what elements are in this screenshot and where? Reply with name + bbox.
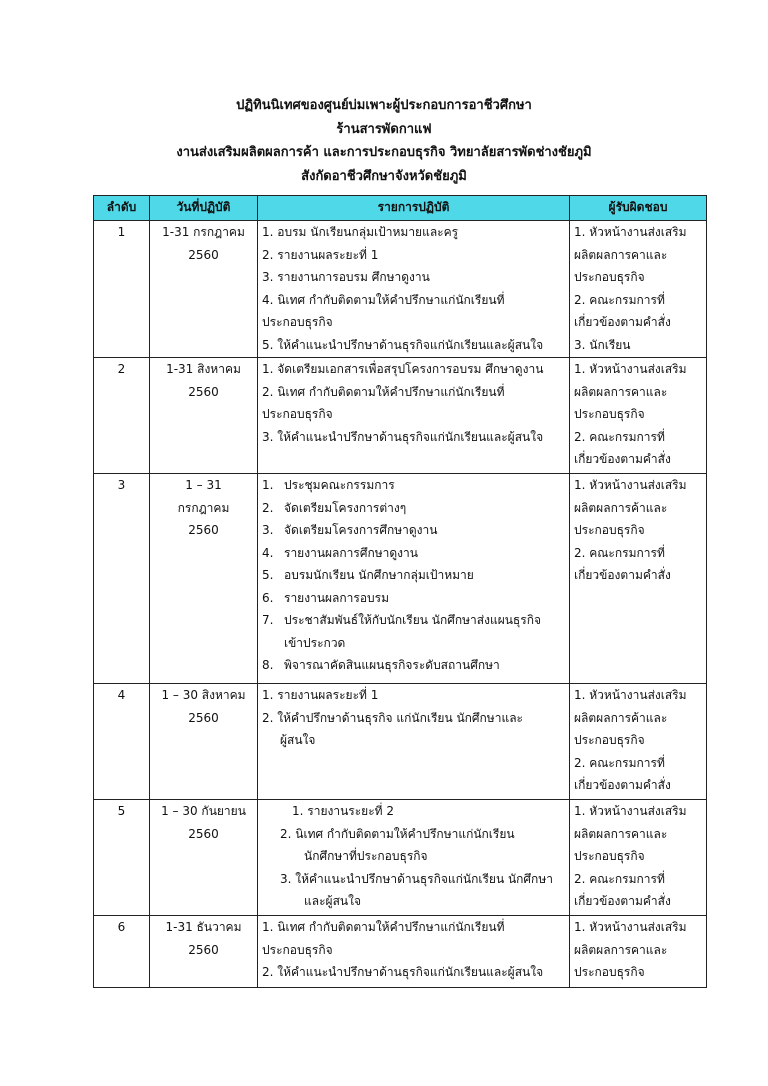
date-line: 1 – 31 <box>185 478 222 492</box>
date-line: กรกฎาคม <box>177 500 230 515</box>
responsible-line: ประกอบธุรกิจ <box>574 965 645 979</box>
activity-text: เข้าประกวด <box>284 635 346 650</box>
activity-line: 2. ให้คำแนะนำปรึกษาด้านธุรกิจแก่นักเรียนและผู้สนใจ <box>262 965 544 979</box>
activity-number: 2. <box>262 500 274 515</box>
responsible-line: 2. คณะกรมการที่ <box>574 545 665 560</box>
activity-line: 1. จัดเตรียมเอกสารเพื่อสรุปโครงการอบรม ศึกษาดูงาน <box>262 362 544 376</box>
row-no: 3 <box>94 474 150 684</box>
activity-line <box>262 609 565 632</box>
activity-line <box>262 564 565 587</box>
table-row <box>94 358 707 474</box>
activity-text: พิจารณาคัดสินแผนธุรกิจระดับสถานศึกษา <box>284 658 500 672</box>
activity-text: จัดเตรียมโครงการต่างๆ <box>284 500 407 515</box>
activity-number: 3. <box>262 523 274 537</box>
schedule-table <box>93 195 707 988</box>
activity-line: 3. ให้คำแนะนำปรึกษาด้านธุรกิจแก่นักเรียน นักศึกษา <box>280 871 553 886</box>
activity-line: 3. ให้คำแนะนำปรึกษาด้านธุรกิจแก่นักเรียนและผู้สนใจ <box>262 429 544 444</box>
row-activities <box>258 800 570 916</box>
header-no: ลำดับ <box>94 196 150 221</box>
responsible-line: 1. หัวหน้างานส่งเสริม <box>574 225 687 239</box>
row-no: 6 <box>94 916 150 988</box>
activity-line: 3. รายงานการอบรม ศึกษาดูงาน <box>262 270 430 284</box>
row-no: 1 <box>94 221 150 358</box>
row-responsible <box>570 916 707 988</box>
row-no: 5 <box>94 800 150 916</box>
date-line: 1 – 30 กันยายน <box>161 804 246 818</box>
header-responsible: ผู้รับผิดชอบ <box>570 196 707 221</box>
activity-line <box>262 542 565 565</box>
activity-number: 1. <box>262 478 274 492</box>
activity-line: 2. ให้คำปรึกษาด้านธุรกิจ แก่นักเรียน นักศึกษาและ <box>262 710 523 725</box>
activity-text: อบรมนักเรียน นักศึกษากลุ่มเป้าหมาย <box>284 568 474 582</box>
responsible-line: ผลิตผลการคาและ <box>574 942 668 957</box>
activity-text: ประชาสัมพันธ์ให้กับนักเรียน นักศึกษาส่งแผนธุรกิจ <box>284 613 541 627</box>
row-activities <box>258 358 570 474</box>
responsible-line: เกี่ยวข้องตามคำสั่ง <box>574 568 671 582</box>
activity-line: 1. อบรม นักเรียนกลุ่มเป้าหมายและครู <box>262 225 459 239</box>
activity-number: 7. <box>262 613 274 627</box>
responsible-line: ผลิตผลการค้าและ <box>574 710 668 725</box>
header-date: วันที่ปฏิบัติ <box>150 196 258 221</box>
activity-line: 1. รายงานผลระยะที่ 1 <box>262 688 379 702</box>
row-no: 4 <box>94 684 150 800</box>
responsible-line: เกี่ยวข้องตามคำสั่ง <box>574 452 671 466</box>
activity-text: รายงานผลการอบรม <box>284 590 390 605</box>
activity-text: รายงานผลการศึกษาดูงาน <box>284 545 418 560</box>
activity-line: นักศึกษาที่ประกอบธุรกิจ <box>304 849 428 863</box>
row-responsible <box>570 358 707 474</box>
row-responsible <box>570 800 707 916</box>
responsible-line: ผลิตผลการคาและ <box>574 247 668 262</box>
activity-line: 1. รายงานระยะที่ 2 <box>292 804 395 818</box>
responsible-line: 1. หัวหน้างานส่งเสริม <box>574 478 687 492</box>
responsible-line: 2. คณะกรมการที่ <box>574 871 665 886</box>
activity-line <box>262 497 565 520</box>
responsible-line: 1. หัวหน้างานส่งเสริม <box>574 362 687 376</box>
row-date <box>150 358 258 474</box>
row-activities <box>258 221 570 358</box>
date-line: 1-31 สิงหาคม <box>166 362 241 376</box>
responsible-line: เกี่ยวข้องตามคำสั่ง <box>574 894 671 908</box>
date-line: 2560 <box>188 523 219 537</box>
date-line: 2560 <box>188 710 219 725</box>
activity-line <box>262 587 565 610</box>
date-line: 2560 <box>188 247 219 262</box>
responsible-line: 1. หัวหน้างานส่งเสริม <box>574 804 687 818</box>
responsible-line: ประกอบธุรกิจ <box>574 849 645 863</box>
table-row <box>94 916 707 988</box>
date-line: 2560 <box>188 942 219 957</box>
date-line: 1-31 ธันวาคม <box>165 920 242 934</box>
activity-number: 5. <box>262 568 274 582</box>
row-date <box>150 684 258 800</box>
row-date <box>150 474 258 684</box>
date-line: 1-31 กรกฎาคม <box>162 225 245 239</box>
responsible-line: 1. หัวหน้างานส่งเสริม <box>574 688 687 702</box>
activity-number: 6. <box>262 590 274 605</box>
table-header-row <box>94 196 707 221</box>
header-activity: รายการปฏิบัติ <box>258 196 570 221</box>
heading-line-1: ปฏิทินนิเทศของศูนย์บ่มเพาะผู้ประกอบการอาชีวศึกษา <box>236 98 532 113</box>
date-line: 1 – 30 สิงหาคม <box>161 688 246 702</box>
row-activities <box>258 916 570 988</box>
activity-line: 4. นิเทศ กำกับติดตามให้คำปรึกษาแก่นักเรียนที่ <box>262 292 505 307</box>
table-row <box>94 800 707 916</box>
activity-number: 4. <box>262 545 274 560</box>
heading-line-2: ร้านสารพัดกาแฟ <box>336 121 432 137</box>
activity-line: 2. นิเทศ กำกับติดตามให้คำปรึกษาแก่นักเรียนที่ <box>262 384 505 399</box>
activity-text: จัดเตรียมโครงการศึกษาดูงาน <box>284 523 438 537</box>
row-date <box>150 916 258 988</box>
row-responsible <box>570 684 707 800</box>
responsible-line: 2. คณะกรมการที่ <box>574 429 665 444</box>
table-row <box>94 474 707 684</box>
activity-line: 2. นิเทศ กำกับติดตามให้คำปรึกษาแก่นักเรียน <box>280 826 515 841</box>
activity-line: 2. รายงานผลระยะที่ 1 <box>262 247 379 262</box>
row-activities <box>258 684 570 800</box>
table-row <box>94 221 707 358</box>
activity-line <box>262 632 565 655</box>
responsible-line: ประกอบธุรกิจ <box>574 270 645 284</box>
responsible-line: 3. นักเรียน <box>574 337 631 352</box>
responsible-line: เกี่ยวข้องตามคำสั่ง <box>574 315 671 329</box>
activity-line: ประกอบธุรกิจ <box>262 942 333 957</box>
activity-line <box>262 519 565 542</box>
responsible-line: 2. คณะกรมการที่ <box>574 292 665 307</box>
responsible-line: ผลิตผลการค้าและ <box>574 500 668 515</box>
responsible-line: ผลิตผลการคาและ <box>574 826 668 841</box>
document-heading <box>0 94 768 188</box>
table-row <box>94 684 707 800</box>
row-activities <box>258 474 570 684</box>
responsible-line: เกี่ยวข้องตามคำสั่ง <box>574 778 671 792</box>
heading-line-4: สังกัดอาชีวศึกษาจังหวัดชัยภูมิ <box>301 168 467 184</box>
responsible-line: ผลิตผลการคาและ <box>574 384 668 399</box>
activity-line: ผู้สนใจ <box>280 733 316 747</box>
row-responsible <box>570 474 707 684</box>
activity-line <box>262 654 565 677</box>
responsible-line: ประกอบธุรกิจ <box>574 733 645 747</box>
activity-number: 8. <box>262 658 274 672</box>
responsible-line: 1. หัวหน้างานส่งเสริม <box>574 920 687 934</box>
row-date <box>150 221 258 358</box>
activity-line: และผู้สนใจ <box>304 894 361 908</box>
row-no: 2 <box>94 358 150 474</box>
responsible-line: ประกอบธุรกิจ <box>574 523 645 537</box>
activity-line: 5. ให้คำแนะนำปรึกษาด้านธุรกิจแก่นักเรียนและผู้สนใจ <box>262 337 544 352</box>
activity-line: ประกอบธุรกิจ <box>262 407 333 421</box>
row-responsible <box>570 221 707 358</box>
date-line: 2560 <box>188 826 219 841</box>
activity-line <box>262 474 565 497</box>
heading-line-3: งานส่งเสริมผลิตผลการค้า และการประกอบธุรกิจ วิทยาลัยสารพัดช่างชัยภูมิ <box>176 145 592 160</box>
responsible-line: ประกอบธุรกิจ <box>574 407 645 421</box>
row-date <box>150 800 258 916</box>
date-line: 2560 <box>188 384 219 399</box>
responsible-line: 2. คณะกรมการที่ <box>574 755 665 770</box>
activity-line: 1. นิเทศ กำกับติดตามให้คำปรึกษาแก่นักเรียนที่ <box>262 920 505 934</box>
activity-line: ประกอบธุรกิจ <box>262 315 333 329</box>
activity-text: ประชุมคณะกรรมการ <box>284 478 395 492</box>
